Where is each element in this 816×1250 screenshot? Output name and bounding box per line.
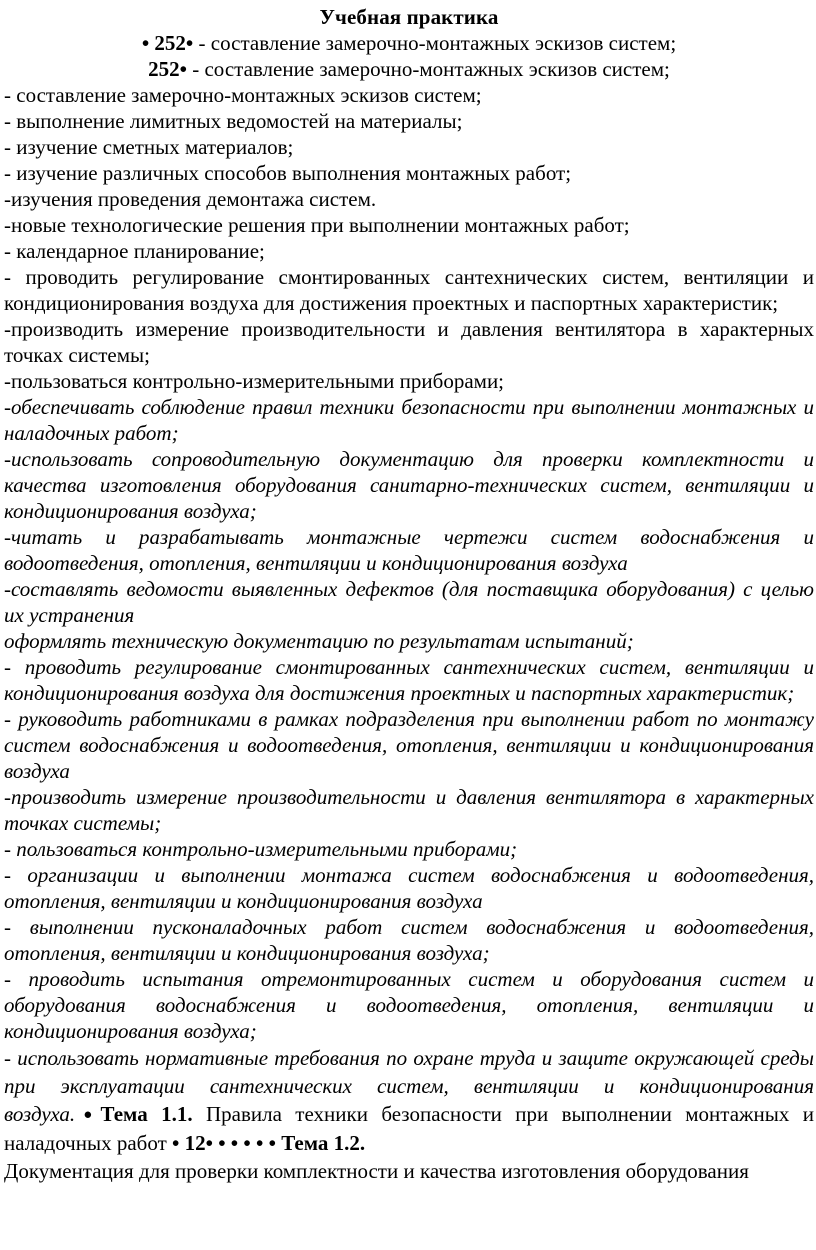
topic-bullets: • 12• • • • • • [172,1131,276,1155]
header-line-2 [4,56,814,82]
italic-list-item: - руководить работниками в рамках подразделения при выполнении работ по монтажу систем водоснабжения и водоотведения, отопления, вентиляции и кондиционирования воздуха [4,707,814,783]
document-title: Учебная практика [319,5,499,29]
list-item: -новые технологические решения при выполнении монтажных работ; [4,213,630,237]
header-line-1 [4,30,814,56]
italic-list-item: оформлять техническую документацию по результатам испытаний; [4,629,634,653]
header-line-2-prefix: 252• [148,57,187,81]
italic-list-item: -производить измерение производительности и давления вентилятора в характерных точках системы; [4,785,814,835]
list-item: -изучения проведения демонтажа систем. [4,187,377,211]
topic-1-text: Правила техники безопасности при выполнении монтажных и наладочных работ [4,1102,814,1155]
italic-list-item: - выполнении пусконаладочных работ систем водоснабжения и водоотведения, отопления, вентиляции и кондиционирования воздуха; [4,915,814,965]
list-item: - составление замерочно-монтажных эскизов систем; [4,83,482,107]
italic-list-item: -использовать сопроводительную документацию для проверки комплектности и качества изготовления оборудования санитарно-технических систем, вентиляции и кондиционирования воздуха; [4,447,814,523]
italic-list-item-text: - использовать нормативные требования по охране труда и защите окружающей среды при эксплуатации сантехнических систем, вентиляции и кондиционирования воздуха. [4,1046,814,1126]
italic-list-item [4,1044,814,1157]
header-line-1-prefix: • 252• [141,31,194,55]
header-line-2-text: - составление замерочно-монтажных эскизов систем; [186,57,670,81]
italic-list-item: - проводить регулирование смонтированных сантехнических систем, вентиляции и кондиционирования воздуха для достижения проектных и паспортных характеристик; [4,655,814,705]
italic-list-item: -составлять ведомости выявленных дефектов (для поставщика оборудования) с целью их устранения [4,577,814,627]
list-item: - изучение сметных материалов; [4,135,294,159]
list-item: - изучение различных способов выполнения монтажных работ; [4,161,572,185]
topic-2-label: Тема 1.2. [281,1131,366,1155]
italic-list-item: - организации и выполнении монтажа систем водоснабжения и водоотведения, отопления, вентиляции и кондиционирования воздуха [4,863,814,913]
bullet-icon: ● [75,1107,101,1123]
list-item: - проводить регулирование смонтированных сантехнических систем, вентиляции и кондиционирования воздуха для достижения проектных и паспортных характеристик; [4,265,814,315]
topic-2-text: Документация для проверки комплектности и качества изготовления оборудования [4,1159,749,1183]
header-line-1-text: - составление замерочно-монтажных эскизов систем; [193,31,677,55]
list-item: - календарное планирование; [4,239,265,263]
italic-list-item: -читать и разрабатывать монтажные чертежи систем водоснабжения и водоотведения, отопления, вентиляции и кондиционирования воздуха [4,525,814,575]
list-item: -производить измерение производительности и давления вентилятора в характерных точках системы; [4,317,814,367]
italic-list-item: - пользоваться контрольно-измерительными приборами; [4,837,518,861]
italic-list-item: -обеспечивать соблюдение правил техники безопасности при выполнении монтажных и наладочных работ; [4,395,814,445]
topic-1-label: Тема 1.1. [100,1102,193,1126]
italic-list-item: - проводить испытания отремонтированных систем и оборудования систем и оборудования водоснабжения и водоотведения, отопления, вентиляции и кондиционирования воздуха; [4,967,814,1043]
list-item: -пользоваться контрольно-измерительными приборами; [4,369,505,393]
list-item: - выполнение лимитных ведомостей на материалы; [4,109,463,133]
